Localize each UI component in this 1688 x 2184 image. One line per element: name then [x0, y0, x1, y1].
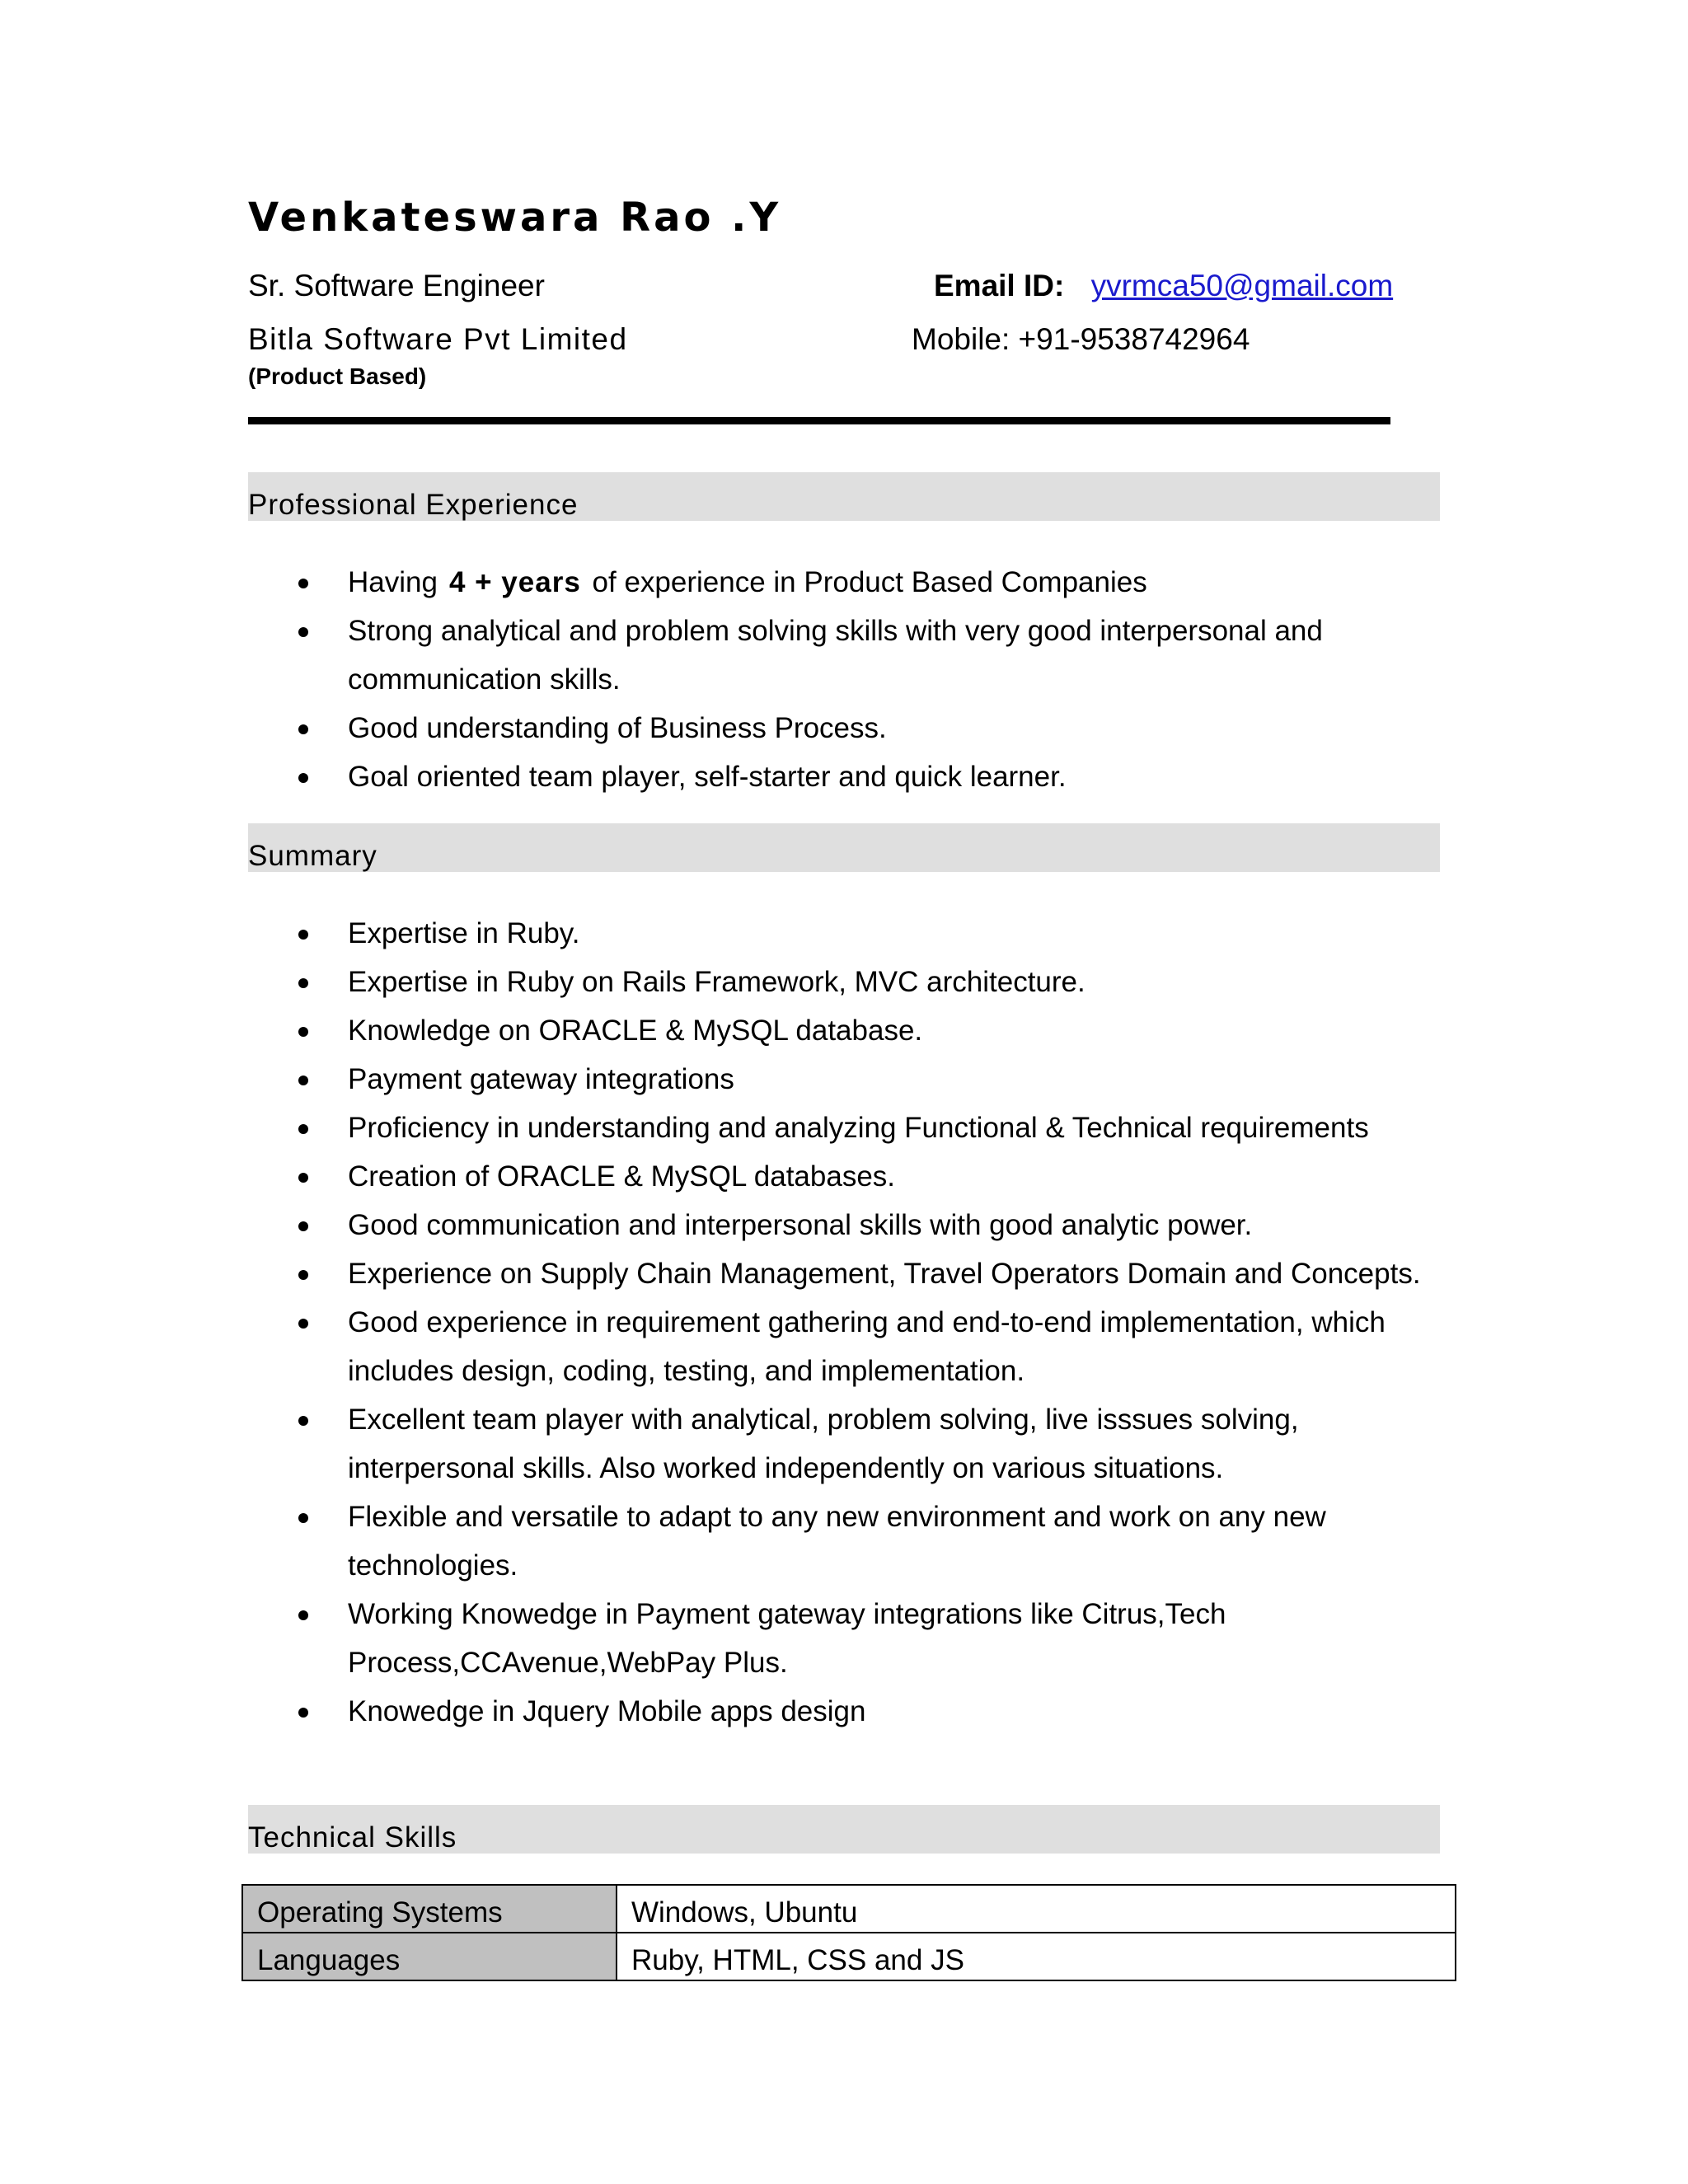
technical-skills-heading: Technical Skills [248, 1821, 457, 1854]
email-link[interactable]: yvrmca50@gmail.com [1090, 269, 1394, 302]
skill-category-cell: Languages [242, 1933, 617, 1980]
company-note: (Product Based) [248, 363, 427, 389]
table-row [242, 1933, 1456, 1980]
email-row [934, 270, 1393, 301]
list-item: Good understanding of Business Process. [0, 704, 1444, 752]
list-item: Flexible and versatile to adapt to any new environment and work on any new technologies. [0, 1493, 1444, 1590]
experience-years: 4 + years [448, 566, 581, 598]
list-item: Working Knowedge in Payment gateway integrations like Citrus,Tech Process,CCAvenue,WebPay Plus. [0, 1590, 1444, 1687]
list-item: Knowledge on ORACLE & MySQL database. [0, 1006, 1444, 1055]
table-row [242, 1885, 1456, 1933]
professional-experience-list [0, 558, 1444, 801]
experience-detail: of experience in Product Based Companies [592, 566, 1147, 598]
list-item: Good communication and interpersonal skills with good analytic power. [0, 1201, 1444, 1249]
list-item: Payment gateway integrations [0, 1055, 1444, 1104]
list-item: Excellent team player with analytical, problem solving, live isssues solving, interpersonal skills. Also worked independently on various situations. [0, 1395, 1444, 1493]
list-item: Knowedge in Jquery Mobile apps design [0, 1687, 1444, 1736]
candidate-role: Sr. Software Engineer [248, 269, 545, 302]
technical-skills-table [241, 1884, 1456, 1981]
summary-bar [248, 823, 1440, 872]
header-divider [248, 417, 1390, 424]
list-item: Strong analytical and problem solving skills with very good interpersonal and communication skills. [0, 607, 1444, 704]
skill-value-cell: Ruby, HTML, CSS and JS [617, 1933, 1456, 1980]
experience-intro: Having [348, 566, 438, 598]
email-label: Email ID: [934, 269, 1065, 302]
professional-experience-heading: Professional Experience [248, 489, 579, 521]
list-item: Expertise in Ruby on Rails Framework, MVC architecture. [0, 958, 1444, 1006]
skill-category-cell: Operating Systems [242, 1885, 617, 1933]
summary-list [0, 909, 1444, 1736]
list-item: Expertise in Ruby. [0, 909, 1444, 958]
current-company: Bitla Software Pvt Limited [248, 322, 628, 356]
list-item: Good experience in requirement gathering and end-to-end implementation, which includes design, coding, testing, and implementation. [0, 1298, 1444, 1395]
skill-value-cell: Windows, Ubuntu [617, 1885, 1456, 1933]
list-item: Proficiency in understanding and analyzing Functional & Technical requirements [0, 1104, 1444, 1152]
list-item: Goal oriented team player, self-starter and quick learner. [0, 752, 1444, 801]
candidate-name: Venkateswara Rao .Y [248, 194, 782, 241]
list-item: Creation of ORACLE & MySQL databases. [0, 1152, 1444, 1201]
summary-heading: Summary [248, 840, 377, 872]
mobile-number: Mobile: +91-9538742964 [912, 322, 1250, 356]
list-item: Experience on Supply Chain Management, Travel Operators Domain and Concepts. [0, 1249, 1444, 1298]
list-item [0, 558, 1444, 607]
